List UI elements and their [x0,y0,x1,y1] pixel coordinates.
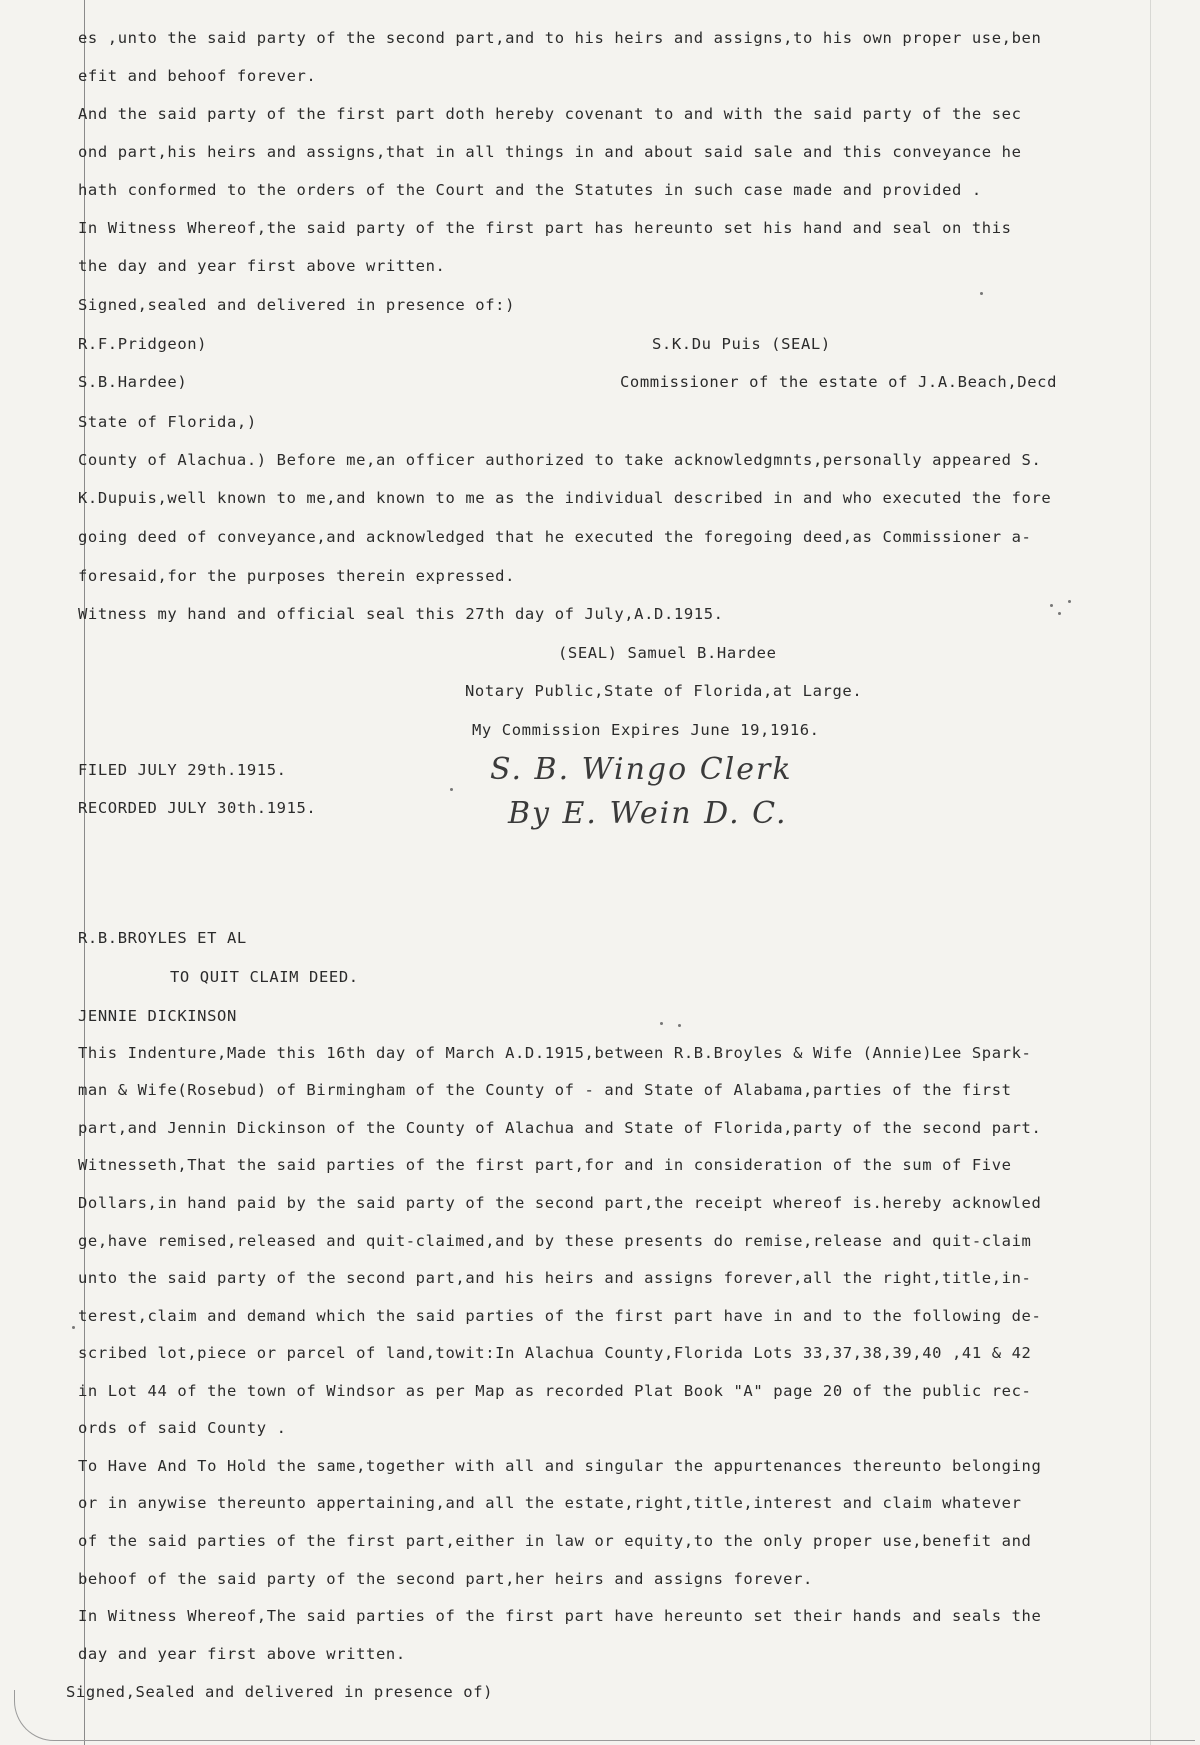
speck [1050,604,1053,607]
text-line: es ,unto the said party of the second part,and to his heirs and assigns,to his own proper use,ben [78,29,1042,47]
text-line: Signed,Sealed and delivered in presence of) [66,1683,494,1701]
speck [660,1022,663,1025]
clerk-handwritten-signature: S. B. Wingo Clerk [490,752,793,787]
text-line: foresaid,for the purposes therein expressed. [78,567,515,585]
speck [1068,600,1071,603]
text-line: Witnesseth,That the said parties of the first part,for and in consideration of the sum of Five [78,1156,1012,1174]
text-line: man & Wife(Rosebud) of Birmingham of the County of - and State of Alabama,parties of the first [78,1081,1012,1099]
speck [450,788,453,791]
text-line: part,and Jennin Dickinson of the County of Alachua and State of Florida,party of the second part. [78,1119,1042,1137]
recorded-date: RECORDED JULY 30th.1915. [78,799,317,817]
text-line: This Indenture,Made this 16th day of March A.D.1915,between R.B.Broyles & Wife (Annie)Lee Spark- [78,1044,1032,1062]
text-line: And the said party of the first part doth hereby covenant to and with the said party of the sec [78,105,1022,123]
text-line: the day and year first above written. [78,257,446,275]
text-line: hath conformed to the orders of the Court and the Statutes in such case made and provided . [78,181,982,199]
text-line: ge,have remised,released and quit-claimed,and by these presents do remise,release and quit-claim [78,1232,1032,1250]
text-line: day and year first above written. [78,1645,406,1663]
witness-name: S.B.Hardee) [78,373,188,391]
text-line: Witness my hand and official seal this 27th day of July,A.D.1915. [78,605,724,623]
text-line: State of Florida,) [78,413,257,431]
text-line: unto the said party of the second part,and his heirs and assigns forever,all the right,title,in- [78,1269,1032,1287]
text-line: Dollars,in hand paid by the said party of the second part,the receipt whereof is.hereby acknowled [78,1194,1042,1212]
text-line: ond part,his heirs and assigns,that in all things in and about said sale and this conveyance he [78,143,1022,161]
notary-seal-line: (SEAL) Samuel B.Hardee [558,644,777,662]
deputy-handwritten-signature: By E. Wein D. C. [508,796,788,831]
commission-expiry-line: My Commission Expires June 19,1916. [472,721,820,739]
text-line: To Have And To Hold the same,together with all and singular the appurtenances thereunto belonging [78,1457,1042,1475]
text-line: K.Dupuis,well known to me,and known to me as the individual described in and who executed the fore [78,489,1052,507]
text-line: scribed lot,piece or parcel of land,towit:In Alachua County,Florida Lots 33,37,38,39,40 ,41 & 42 [78,1344,1032,1362]
notary-title-line: Notary Public,State of Florida,at Large. [465,682,863,700]
text-line: of the said parties of the first part,either in law or equity,to the only proper use,benefit and [78,1532,1032,1550]
signatory-title: Commissioner of the estate of J.A.Beach,Decd [620,373,1057,391]
text-line: County of Alachua.) Before me,an officer authorized to take acknowledgmnts,personally appeared S. [78,451,1042,469]
deed-type-heading: TO QUIT CLAIM DEED. [170,968,359,986]
text-line: in Lot 44 of the town of Windsor as per Map as recorded Plat Book "A" page 20 of the public rec- [78,1382,1032,1400]
text-line: going deed of conveyance,and acknowledged that he executed the foregoing deed,as Commissioner a- [78,528,1032,546]
text-line: efit and behoof forever. [78,67,317,85]
speck [1058,612,1061,615]
signatory-name: S.K.Du Puis (SEAL) [652,335,831,353]
text-line: In Witness Whereof,the said party of the first part has hereunto set his hand and seal on this [78,219,1012,237]
grantor-heading: R.B.BROYLES ET AL [78,929,247,947]
text-line: In Witness Whereof,The said parties of the first part have hereunto set their hands and seals the [78,1607,1042,1625]
grantee-heading: JENNIE DICKINSON [78,1007,237,1025]
text-line: behoof of the said party of the second part,her heirs and assigns forever. [78,1570,813,1588]
speck [678,1024,681,1027]
text-line: terest,claim and demand which the said parties of the first part have in and to the following de- [78,1307,1042,1325]
text-line: or in anywise thereunto appertaining,and all the estate,right,title,interest and claim whatever [78,1494,1022,1512]
witness-name: R.F.Pridgeon) [78,335,208,353]
speck [72,1326,75,1329]
text-line: Signed,sealed and delivered in presence of:) [78,296,515,314]
speck [980,292,983,295]
text-line: ords of said County . [78,1419,287,1437]
right-page-edge [1150,0,1151,1745]
filed-date: FILED JULY 29th.1915. [78,761,287,779]
